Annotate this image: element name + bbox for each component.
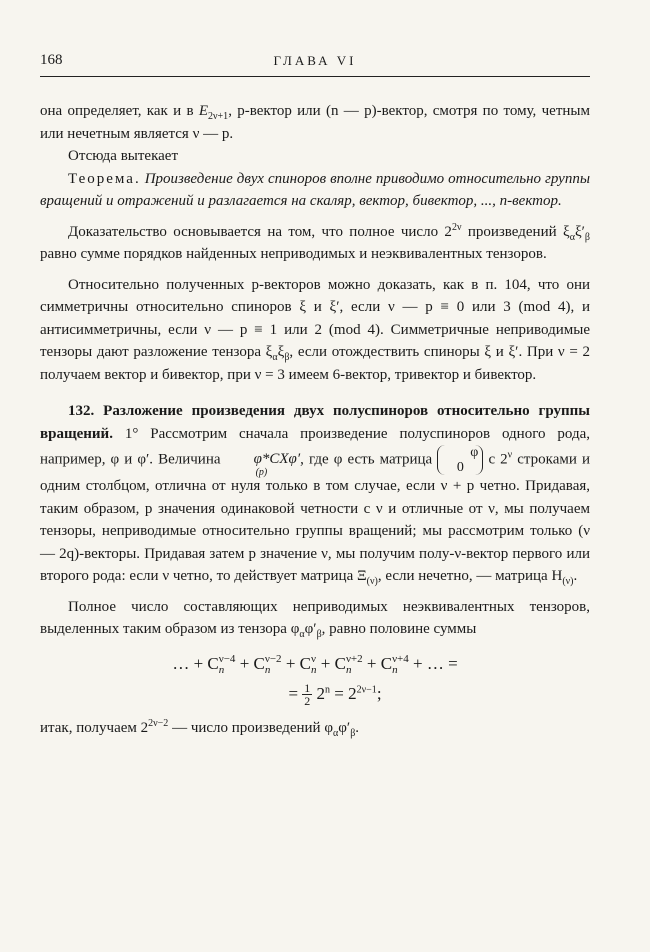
fraction-one-half: $\frac{1}{2}$ <box>304 681 311 709</box>
paragraph-count: Полное число составляющих неприводимых неэквивалентных тензоров, выделенных таким образом из тензора $\varphi_\alpha\varphi'_\beta$, равно половине суммы <box>40 598 590 640</box>
paragraph-proof: Доказательство основывается на том, что полное число $2^{2\nu}$ произведений $\xi_\alpha\xi'_\beta$ равно сумме порядков найденных неприводимых и неэквивалентных тензоров. <box>40 221 591 262</box>
theorem-text: Произведение двух спиноров вполне приводимо относительно группы вращений и отражений и разлагается на скаляр, вектор, бивектор, ..., n-вектор. <box>40 170 590 209</box>
page-header <box>40 50 590 77</box>
page-number: 168 <box>40 52 63 68</box>
paragraph-continuation: она определяет, как и в $E_{2\nu+1}$, p-вектор или (n — p)-вектор, смотря по тому, четным или нечетным является ν — p. <box>40 103 590 142</box>
expression-phi-cx: φ*CXφ′ (p) <box>253 451 301 479</box>
theorem-label: Теорема. <box>68 170 141 187</box>
formula-binomial-sum: … + C ν−4 n + C ν−2 n + C ν n + C ν+2 n + C ν+4 n + … = <box>172 652 458 676</box>
formula-result: = $\frac{1}{2} 2^n = 2^{2\nu-1}$; <box>288 681 382 709</box>
chapter-title: ГЛАВА VI <box>273 53 357 68</box>
theorem <box>40 168 590 213</box>
page-body <box>40 100 590 740</box>
paragraph-final: итак, получаем $2^{2\nu-2}$ — число произведений $\varphi_\alpha\varphi'_\beta$. <box>40 718 360 740</box>
section-132: 132. Разложение произведения двух полуспиноров относительно группы вращений. 1° Рассмотрим сначала произведение полуспиноров одного рода, например, φ и φ′. Величина φ*CXφ′ (p) , где φ есть матрица φ 0 с $2^\nu$ строками и одним столбцом, отлична от нуля только в том случае, если ν + p четно. Придавая, таким образом, p значения одинаковой четности с ν и отличные от ν, мы получаем тензоры, неприводимые относительно группы вращений; мы рассмотрим только (ν — 2q)-векторы. Придавая затем p значение ν, мы получим полу-ν-вектор первого или второго рода: если ν четно, то действует матрица $\Xi_{(\nu)}$, если нечетно, — матрица $H_{(\nu)}$. <box>40 403 590 587</box>
paragraph-lead-in: Отсюда вытекает <box>68 148 179 164</box>
column-matrix: φ 0 <box>437 445 483 475</box>
section-heading: 132. Разложение произведения двух полуспиноров относительно группы вращений. <box>40 403 590 442</box>
paragraph-symmetry: Относительно полученных p-векторов можно доказать, как в п. 104, что они симметричны относительно спиноров ξ и ξ′, если ν — p ≡ 0 или 3 (mod 4), и антисимметричны, если ν — p ≡ 1 или 2 (mod 4). Симметричные неприводимые тензоры дают разложение тензора $\xi_\alpha\xi_\beta$, если отождествить спиноры ξ и ξ′. При ν = 2 получаем вектор и бивектор, при ν = 3 имеем 6-вектор, тривектор и бивектор. <box>40 276 590 383</box>
